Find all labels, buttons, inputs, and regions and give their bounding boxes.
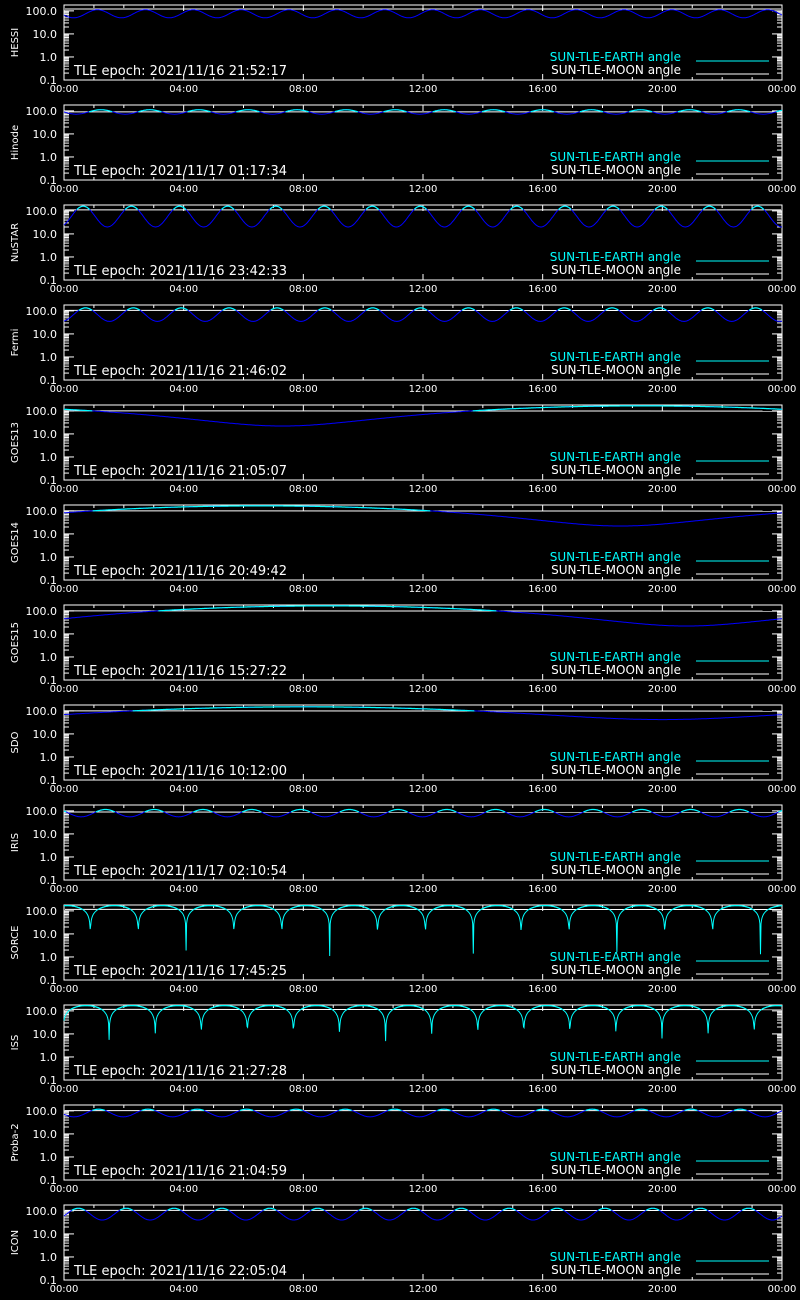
x-tick-label: 00:00 [49,1184,79,1195]
legend-moon-label: SUN-TLE-MOON angle [551,1263,681,1277]
x-tick-label: 12:00 [408,784,438,795]
y-tick-label: 10.0 [32,27,57,41]
x-tick-label: 20:00 [647,184,677,195]
legend-earth-label: SUN-TLE-EARTH angle [549,1050,681,1064]
x-tick-label: 04:00 [169,1084,199,1095]
x-tick-label: 16:00 [528,384,558,395]
y-tick-label: 0.1 [39,874,57,887]
x-tick-label: 00:00 [49,284,79,295]
x-tick-label: 08:00 [288,984,318,995]
y-tick-label: 10.0 [32,1027,57,1041]
y-tick-label: 10.0 [32,927,57,941]
y-tick-label: 1.0 [39,450,57,464]
x-tick-label: 16:00 [528,684,558,695]
y-tick-label: 100.0 [25,404,57,418]
y-tick-label: 100.0 [25,4,57,18]
x-tick-label: 08:00 [288,284,318,295]
tle-epoch-label: TLE epoch: 2021/11/16 21:52:17 [74,64,288,79]
x-tick-label: 00:00 [49,484,79,495]
legend-earth-label: SUN-TLE-EARTH angle [549,650,681,664]
earth-angle-series [64,906,782,956]
x-tick-label: 20:00 [647,384,677,395]
y-tick-label: 10.0 [32,1227,57,1241]
x-tick-label: 12:00 [408,584,438,595]
legend-moon-label: SUN-TLE-MOON angle [551,263,681,277]
satellite-name: ICON [10,1229,21,1256]
legend-moon-label: SUN-TLE-MOON angle [551,1163,681,1177]
x-tick-label: 00:00 [49,884,79,895]
x-tick-label: 08:00 [288,184,318,195]
legend-moon-label: SUN-TLE-MOON angle [551,63,681,77]
x-tick-label: 08:00 [288,384,318,395]
x-tick-label: 00:00 [767,884,797,895]
x-tick-label: 04:00 [169,184,199,195]
x-tick-label: 16:00 [528,1284,558,1295]
tle-epoch-label: TLE epoch: 2021/11/16 15:27:22 [74,664,288,679]
x-tick-label: 04:00 [169,584,199,595]
tle-epoch-label: TLE epoch: 2021/11/16 21:04:59 [74,1164,288,1179]
tle-epoch-label: TLE epoch: 2021/11/16 21:05:07 [74,464,288,479]
x-tick-label: 20:00 [647,1084,677,1095]
y-tick-label: 1.0 [39,650,57,664]
legend-moon-label: SUN-TLE-MOON angle [551,463,681,477]
x-tick-label: 00:00 [49,384,79,395]
x-tick-label: 16:00 [528,84,558,95]
x-tick-label: 00:00 [767,684,797,695]
y-tick-label: 0.1 [39,1074,57,1087]
x-tick-label: 20:00 [647,484,677,495]
x-tick-label: 00:00 [767,1184,797,1195]
y-tick-label: 10.0 [32,527,57,541]
earth-angle-high-segment [77,206,764,210]
y-tick-label: 0.1 [39,1274,57,1287]
x-tick-label: 00:00 [49,684,79,695]
y-tick-label: 0.1 [39,174,57,187]
legend-earth-label: SUN-TLE-EARTH angle [549,950,681,964]
satellite-name: Proba-2 [10,1123,21,1162]
tle-epoch-label: TLE epoch: 2021/11/17 01:17:34 [74,164,288,179]
x-tick-label: 20:00 [647,84,677,95]
tle-epoch-label: TLE epoch: 2021/11/17 02:10:54 [74,864,288,879]
x-tick-label: 04:00 [169,884,199,895]
y-tick-label: 1.0 [39,350,57,364]
x-tick-label: 08:00 [288,1284,318,1295]
x-tick-label: 12:00 [408,884,438,895]
x-tick-label: 20:00 [647,1284,677,1295]
x-tick-label: 00:00 [767,784,797,795]
satellite-name: SORCE [10,925,21,960]
x-tick-label: 12:00 [408,484,438,495]
earth-angle-high-segment [93,506,431,511]
y-tick-label: 10.0 [32,827,57,841]
satellite-name: HESSI [10,27,21,58]
y-tick-label: 0.1 [39,674,57,687]
x-tick-label: 00:00 [49,984,79,995]
legend-moon-label: SUN-TLE-MOON angle [551,663,681,677]
y-tick-label: 100.0 [25,304,57,318]
satellite-name: IRIS [10,832,21,853]
x-tick-label: 12:00 [408,384,438,395]
x-tick-label: 08:00 [288,684,318,695]
y-tick-label: 0.1 [39,74,57,87]
satellite-name: Hinode [10,124,21,161]
y-tick-label: 100.0 [25,604,57,618]
x-tick-label: 00:00 [767,1284,797,1295]
x-tick-label: 00:00 [49,584,79,595]
legend-earth-label: SUN-TLE-EARTH angle [549,350,681,364]
x-tick-label: 20:00 [647,684,677,695]
x-tick-label: 00:00 [767,1084,797,1095]
y-tick-label: 0.1 [39,974,57,987]
x-tick-label: 04:00 [169,484,199,495]
x-tick-label: 04:00 [169,284,199,295]
earth-angle-high-segment [158,606,496,611]
x-tick-label: 12:00 [408,1084,438,1095]
x-tick-label: 00:00 [767,284,797,295]
x-tick-label: 00:00 [767,184,797,195]
y-tick-label: 1.0 [39,1150,57,1164]
legend-earth-label: SUN-TLE-EARTH angle [549,850,681,864]
x-tick-label: 00:00 [49,184,79,195]
satellite-name: GOES13 [10,421,21,464]
x-tick-label: 20:00 [647,784,677,795]
y-tick-label: 0.1 [39,274,57,287]
x-tick-label: 20:00 [647,884,677,895]
y-tick-label: 100.0 [25,804,57,818]
y-tick-label: 1.0 [39,550,57,564]
y-tick-label: 10.0 [32,127,57,141]
x-tick-label: 04:00 [169,84,199,95]
legend-earth-label: SUN-TLE-EARTH angle [549,450,681,464]
y-tick-label: 1.0 [39,1250,57,1264]
earth-angle-high-segment [71,1006,782,1010]
x-tick-label: 04:00 [169,1284,199,1295]
x-tick-label: 04:00 [169,784,199,795]
y-tick-label: 1.0 [39,950,57,964]
x-tick-label: 12:00 [408,1284,438,1295]
y-tick-label: 100.0 [25,204,57,218]
x-tick-label: 16:00 [528,1184,558,1195]
y-tick-label: 10.0 [32,727,57,741]
x-tick-label: 00:00 [767,84,797,95]
tle-epoch-label: TLE epoch: 2021/11/16 21:46:02 [74,364,288,379]
x-tick-label: 00:00 [767,584,797,595]
y-tick-label: 100.0 [25,1004,57,1018]
y-tick-label: 10.0 [32,627,57,641]
x-tick-label: 00:00 [767,984,797,995]
x-tick-label: 16:00 [528,184,558,195]
y-tick-label: 1.0 [39,250,57,264]
x-tick-label: 08:00 [288,84,318,95]
x-tick-label: 16:00 [528,484,558,495]
x-tick-label: 00:00 [49,1284,79,1295]
y-tick-label: 0.1 [39,374,57,387]
tle-epoch-label: TLE epoch: 2021/11/16 22:05:04 [74,1264,288,1279]
x-tick-label: 12:00 [408,284,438,295]
y-tick-label: 1.0 [39,150,57,164]
legend-moon-label: SUN-TLE-MOON angle [551,1063,681,1077]
x-tick-label: 04:00 [169,1184,199,1195]
x-tick-label: 20:00 [647,284,677,295]
satellite-name: ISS [10,1034,21,1051]
x-tick-label: 20:00 [647,984,677,995]
y-tick-label: 10.0 [32,327,57,341]
y-tick-label: 1.0 [39,1050,57,1064]
x-tick-label: 08:00 [288,1084,318,1095]
x-tick-label: 12:00 [408,984,438,995]
x-tick-label: 16:00 [528,584,558,595]
y-tick-label: 0.1 [39,774,57,787]
y-tick-label: 100.0 [25,1104,57,1118]
y-tick-label: 100.0 [25,704,57,718]
x-tick-label: 00:00 [49,784,79,795]
x-tick-label: 08:00 [288,784,318,795]
x-tick-label: 12:00 [408,1184,438,1195]
x-tick-label: 04:00 [169,984,199,995]
y-tick-label: 1.0 [39,50,57,64]
y-tick-label: 10.0 [32,427,57,441]
legend-moon-label: SUN-TLE-MOON angle [551,163,681,177]
legend-moon-label: SUN-TLE-MOON angle [551,763,681,777]
x-tick-label: 16:00 [528,784,558,795]
y-tick-label: 1.0 [39,850,57,864]
x-tick-label: 12:00 [408,184,438,195]
y-tick-label: 100.0 [25,904,57,918]
legend-earth-label: SUN-TLE-EARTH angle [549,250,681,264]
y-tick-label: 100.0 [25,104,57,118]
x-tick-label: 08:00 [288,484,318,495]
satellite-name: GOES14 [10,521,21,564]
x-tick-label: 12:00 [408,684,438,695]
x-tick-label: 00:00 [49,84,79,95]
x-tick-label: 08:00 [288,1184,318,1195]
y-tick-label: 0.1 [39,574,57,587]
tle-epoch-label: TLE epoch: 2021/11/16 10:12:00 [74,764,288,779]
x-tick-label: 20:00 [647,584,677,595]
satellite-name: Fermi [10,328,21,357]
tle-epoch-label: TLE epoch: 2021/11/16 20:49:42 [74,564,288,579]
y-tick-label: 0.1 [39,1174,57,1187]
x-tick-label: 00:00 [767,484,797,495]
legend-earth-label: SUN-TLE-EARTH angle [549,50,681,64]
legend-earth-label: SUN-TLE-EARTH angle [549,1250,681,1264]
tle-epoch-label: TLE epoch: 2021/11/16 17:45:25 [74,964,288,979]
x-tick-label: 04:00 [169,384,199,395]
x-tick-label: 00:00 [49,1084,79,1095]
y-tick-label: 1.0 [39,750,57,764]
x-tick-label: 16:00 [528,284,558,295]
legend-moon-label: SUN-TLE-MOON angle [551,863,681,877]
y-tick-label: 0.1 [39,474,57,487]
legend-moon-label: SUN-TLE-MOON angle [551,563,681,577]
x-tick-label: 00:00 [767,384,797,395]
legend-earth-label: SUN-TLE-EARTH angle [549,1150,681,1164]
x-tick-label: 20:00 [647,1184,677,1195]
satellite-name: GOES15 [10,621,21,664]
legend-earth-label: SUN-TLE-EARTH angle [549,750,681,764]
legend-moon-label: SUN-TLE-MOON angle [551,363,681,377]
legend-earth-label: SUN-TLE-EARTH angle [549,150,681,164]
tle-epoch-label: TLE epoch: 2021/11/16 23:42:33 [74,264,288,279]
x-tick-label: 12:00 [408,84,438,95]
x-tick-label: 08:00 [288,884,318,895]
x-tick-label: 16:00 [528,884,558,895]
x-tick-label: 08:00 [288,584,318,595]
x-tick-label: 04:00 [169,684,199,695]
x-tick-label: 16:00 [528,984,558,995]
satellite-name: SDO [10,731,21,754]
y-tick-label: 100.0 [25,1204,57,1218]
y-tick-label: 100.0 [25,504,57,518]
satellite-name: NuSTAR [10,222,21,263]
y-tick-label: 10.0 [32,227,57,241]
x-tick-label: 16:00 [528,1084,558,1095]
tle-epoch-label: TLE epoch: 2021/11/16 21:27:28 [74,1064,288,1079]
legend-earth-label: SUN-TLE-EARTH angle [549,550,681,564]
legend-moon-label: SUN-TLE-MOON angle [551,963,681,977]
y-tick-label: 10.0 [32,1127,57,1141]
